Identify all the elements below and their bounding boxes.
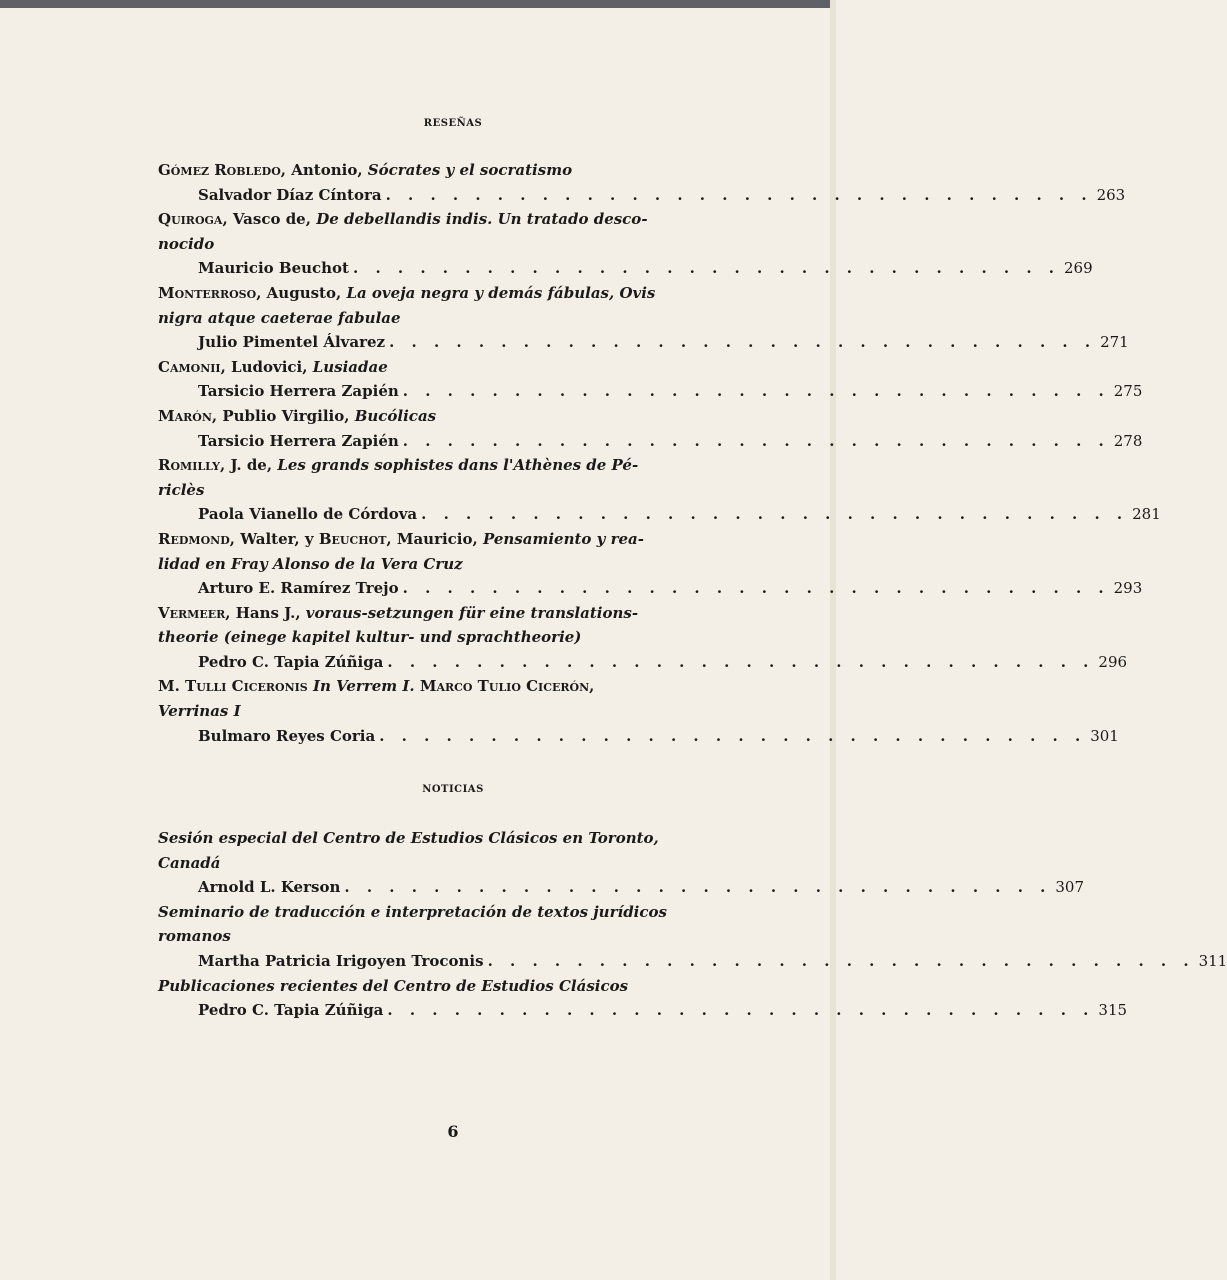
dot-leader: . . . . . . . . . . . . . . . . . . . . . . . . . . . . . . . . (387, 1001, 1095, 1020)
work-title: Les grands sophistes dans l'Athènes de Pé- (277, 456, 639, 475)
dot-leader: . . . . . . . . . . . . . . . . . . . . . . . . . . . . . . . . (344, 878, 1052, 897)
author-name: Camonii, (158, 357, 226, 376)
reviewer-line[interactable] (158, 875, 1085, 900)
dot-leader: . . . . . . . . . . . . . . . . . . . . . . . . . . . . . . . . (387, 652, 1095, 671)
toc-entry (158, 207, 1093, 281)
dot-leader: . . . . . . . . . . . . . . . . . . . . . . . . . . . . . . . . (402, 382, 1110, 401)
dot-leader: . . . . . . . . . . . . . . . . . . . . . . . . . . . . . . . . (487, 951, 1195, 970)
resenas-list (158, 158, 1161, 748)
toc-entry (158, 674, 1119, 748)
reviewer-line[interactable] (158, 429, 1143, 454)
dot-leader: . . . . . . . . . . . . . . . . . . . . . . . . . . . . . . . . (402, 431, 1110, 450)
second-author-name: Marco Tulio Cicerón, (419, 677, 595, 696)
work-title-continued: Verrinas I (158, 702, 241, 721)
reviewer-name: Bulmaro Reyes Coria (198, 726, 376, 745)
reviewer-line[interactable] (158, 650, 1128, 675)
resenas-heading: RESEÑAS (423, 118, 483, 129)
page-ref: 301 (1090, 726, 1119, 745)
reviewer-name: Mauricio Beuchot (198, 259, 349, 278)
notice-title-continued: Canadá (158, 853, 221, 872)
reviewer-line[interactable] (158, 183, 1126, 208)
reviewer-line[interactable] (158, 379, 1143, 404)
dot-leader: . . . . . . . . . . . . . . . . . . . . . . . . . . . . . . . . (421, 505, 1129, 524)
work-title: voraus-setzungen für eine translations- (305, 603, 639, 622)
reviewer-line[interactable] (158, 502, 1161, 527)
page-ref: 278 (1113, 431, 1143, 450)
page-top-edge (0, 0, 836, 8)
work-title: Lusiadae (312, 357, 388, 376)
reviewer-name: Pedro C. Tapia Zúñiga (198, 652, 384, 671)
author-given-name: Walter, y (234, 529, 319, 548)
reviewer-name: Martha Patricia Irigoyen Troconis (198, 951, 484, 970)
second-author-given-name: Mauricio, (391, 529, 478, 548)
reviewer-name: Tarsicio Herrera Zapién (198, 382, 399, 401)
entry-heading (158, 281, 756, 306)
work-title: Sócrates y el socratismo (367, 161, 573, 179)
folio-number: 6 (447, 1122, 459, 1141)
reviewer-line[interactable] (158, 330, 1129, 355)
toc-entry (158, 453, 1161, 527)
toc-entry (158, 826, 1085, 900)
notice-title: Seminario de traducción e interpretación de textos jurídicos (158, 902, 667, 921)
dot-leader: . . . . . . . . . . . . . . . . . . . . . . . . . . . . . . . . (379, 726, 1087, 745)
author-given-name: Antonio, (286, 161, 363, 179)
work-title-continued: riclès (158, 480, 205, 499)
page-ref: 296 (1098, 652, 1128, 671)
page-ref: 275 (1113, 382, 1143, 401)
author-name: Vermeer, (158, 603, 231, 622)
work-title: La oveja negra y demás fábulas, Ovis (346, 283, 656, 302)
page-ref: 311 (1198, 951, 1227, 970)
notice-title-continued: romanos (158, 927, 231, 946)
entry-heading (158, 601, 756, 626)
author-given-name: Augusto, (261, 283, 342, 302)
notice-title: Publicaciones recientes del Centro de Estudios Clásicos (158, 976, 629, 995)
entry-heading (158, 527, 756, 552)
reviewer-name: Tarsicio Herrera Zapién (198, 431, 399, 450)
reviewer-line[interactable] (158, 724, 1119, 749)
notice-title: Sesión especial del Centro de Estudios Clásicos en Toronto, (158, 829, 659, 847)
reviewer-name: Julio Pimentel Álvarez (198, 333, 386, 352)
entry-heading (158, 404, 756, 429)
toc-entry (158, 404, 1143, 453)
page-ref: 263 (1096, 185, 1126, 204)
toc-entry (158, 355, 1143, 404)
page-ref: 307 (1055, 878, 1085, 897)
work-title: In Verrem I. (312, 677, 415, 696)
page-ref: 269 (1064, 259, 1093, 278)
dot-leader: . . . . . . . . . . . . . . . . . . . . . . . . . . . . . . . . (353, 259, 1060, 278)
reviewer-name: Paola Vianello de Córdova (198, 505, 418, 524)
work-title: Bucólicas (354, 406, 437, 425)
reviewer-line[interactable] (158, 576, 1143, 601)
noticias-heading: NOTICIAS (422, 784, 484, 795)
work-title-continued: nigra atque caeterae fabulae (158, 308, 401, 327)
reviewer-line[interactable] (158, 998, 1128, 1023)
reviewer-name: Pedro C. Tapia Zúñiga (198, 1001, 384, 1020)
work-title-continued: lidad en Fray Alonso de la Vera Cruz (158, 554, 463, 573)
reviewer-line[interactable] (158, 256, 1093, 281)
dot-leader: . . . . . . . . . . . . . . . . . . . . . . . . . . . . . . . . (385, 185, 1093, 204)
author-given-name: J. de, (225, 456, 273, 475)
author-name: Quiroga, (158, 210, 228, 229)
reviewer-name: Salvador Díaz Cíntora (198, 185, 382, 204)
toc-entry (158, 281, 1129, 355)
author-name: Monterroso, (158, 283, 262, 302)
author-given-name: Publio Virgilio, (217, 406, 350, 425)
entry-heading (158, 674, 756, 699)
author-name: Romilly, (158, 456, 226, 475)
toc-entry (158, 527, 1143, 601)
entry-heading (158, 453, 756, 478)
work-title: Pensamiento y rea- (482, 529, 644, 548)
toc-entry (158, 900, 1227, 974)
noticias-list (158, 826, 1227, 1023)
second-author-name: Beuchot, (318, 529, 392, 548)
entry-heading (158, 355, 756, 380)
work-title-continued: nocido (158, 234, 215, 253)
entry-heading (158, 158, 756, 183)
author-name: M. Tulli Ciceronis (158, 677, 308, 696)
toc-entry (158, 158, 1126, 207)
entry-heading (158, 207, 756, 232)
work-title: De debellandis indis. Un tratado desco- (316, 210, 648, 229)
reviewer-name: Arturo E. Ramírez Trejo (198, 579, 399, 598)
toc-entry (158, 974, 1128, 1023)
author-name: Redmond, (158, 529, 235, 548)
page-ref: 271 (1100, 333, 1129, 352)
toc-entry (158, 601, 1128, 675)
page-ref: 281 (1132, 505, 1161, 524)
reviewer-name: Arnold L. Kerson (198, 878, 341, 897)
dot-leader: . . . . . . . . . . . . . . . . . . . . . . . . . . . . . . . . (402, 579, 1110, 598)
author-given-name: Vasco de, (227, 210, 311, 229)
page-ref: 315 (1098, 1001, 1128, 1020)
author-name: Marón, (158, 406, 218, 425)
dot-leader: . . . . . . . . . . . . . . . . . . . . . . . . . . . . . . . . (389, 333, 1097, 352)
author-name: Gómez Robledo, (158, 161, 287, 179)
author-given-name: Ludovici, (225, 357, 308, 376)
author-given-name: Hans J., (230, 603, 301, 622)
work-title-continued: theorie (einege kapitel kultur- und sprachtheorie) (158, 628, 582, 647)
reviewer-line[interactable] (158, 949, 1227, 974)
page-ref: 293 (1113, 579, 1143, 598)
